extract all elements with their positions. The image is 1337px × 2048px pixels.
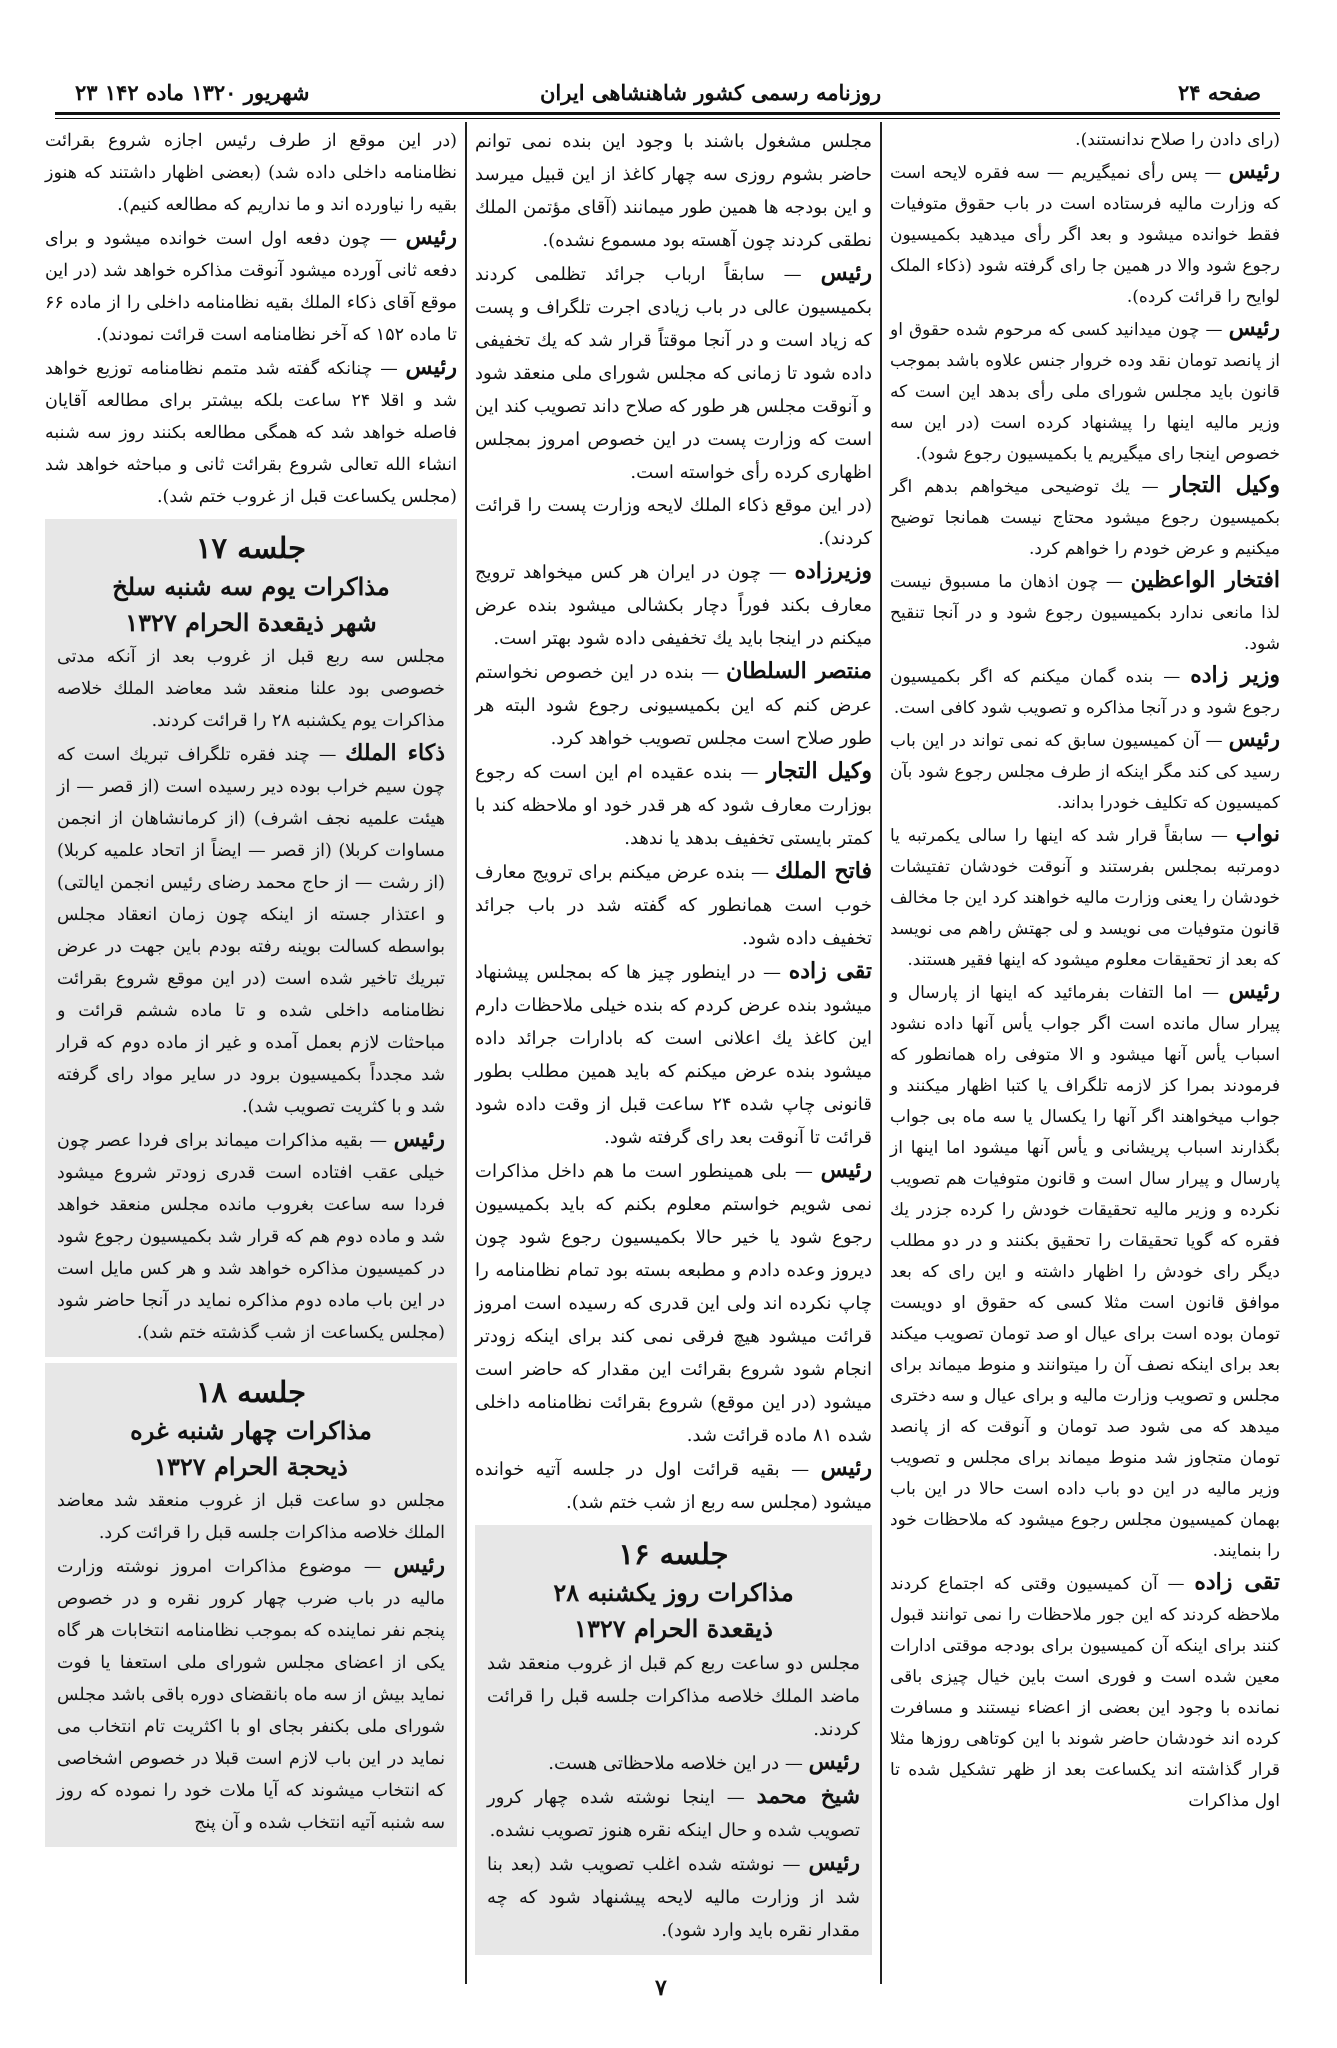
paragraph: رئیس — در این خلاصه ملاحظاتی هست. (548, 1749, 860, 1775)
paragraph: رئیس — اما التفات بفرمائید که اینها از پارسال و پیرار سال مانده است اگر جواب یأس آنها داده نشود اسباب یأس آنها میشود و الا متوفی راه همانطور که فرمودند بمرا کز لازمه تلگراف یا کتبا اظهار میکنند و جواب میخواهند اگر آنها را یکسال یا سه ماه بی جواب بگذارند اسباب پریشانی و یأس آنها میشود اما اینها از پارسال و پیرار سال است و قانون متوفیات هم تصویب نکرده و وزیر مالیه تحقیقات خودش را کرده جزدر یك فقره که گویا تحقیقات را تحقیق بکنند و در دو مطلب دیگر رای خودش را اظهار داشته و این رای که بعد موافق قانون است مثلا کسی که حقوق او دویست تومان بوده است برای عیال او صد تومان تصویب میکند بعد برای اینکه نصف آن را میتوانند و منوط میماند برای مجلس و تصویب وزارت مالیه و برای عیال و سه دختری میدهد که می شود صد تومان و آنوقت که از پانصد تومان متجاوز شد منوط میماند برای مجلس و تصویب وزیر مالیه در این دو باب داده است حالا در این باب بهمان کمیسیون مجلس رجوع میشود که ملاحظات خود را بنمایند. (890, 978, 1281, 1561)
session-subtitle: مذاکرات چهار شنبه غره (130, 1416, 372, 1445)
paragraph: رئیس — سابقاً ارباب جرائد تظلمی کردند بکمیسیون عالی در باب زیادی اجرت تلگراف و پست که زیاد است و در آنجا موقتاً قرار شد که یك تخفیفی داده شود تا زمانی که مجلس شورای ملی منعقد شود و آنوقت مجلس هر طور که صلاح داند تصویب کند این است که وزارت پست در این خصوص امروز بمجلس اظهاری کرده رأی خواسته است. (475, 260, 872, 483)
speaker-name: رئیس (820, 1455, 872, 1481)
session-date: شهر ذیقعدة الحرام ۱۳۲۷ (125, 608, 377, 637)
newspaper-title: روزنامه رسمی کشور شاهنشاهی ایران (540, 80, 882, 105)
right-column (890, 125, 1280, 1817)
paragraph: رئیس — بلی همینطور است ما هم داخل مذاکرات نمی شویم خواستم معلوم بکنم که باید بکمیسیون رجوع شود یا خیر حالا بکمیسیون رجوع شود چون دیروز وعده دادم و مطبعه بسته بود تمام نظامنامه را چاپ نکرده اند ولی این قدری که رسیده است امروز قرائت میشود هیچ فرقی نمی کند برای اینکه زودتر انجام شود شروع بقرائت این مقدار که حاضر است میشود (در این موقع) شروع بقرائت نظامنامه داخلی شده ۸۱ ماده قرائت شد. (475, 1157, 872, 1446)
paragraph: رئیس — بقیه مذاکرات میماند برای فردا عصر چون خیلی عقب افتاده است قدری زودتر شروع میشود فردا سه ساعت بغروب مانده مجلس منعقد خواهد شد و ماده دوم هم که قرار شد بکمیسیون رجوع شود در کمیسیون مذاکره خواهد شد و هر کس مایل است در این باب ماده دوم مذاکره نماید در آنجا حاضر شود (مجلس یکساعت از شب گذشته ختم شد). (57, 1126, 445, 1343)
session-subtitle: مذاکرات یوم سه شنبه سلخ (112, 572, 390, 601)
speaker-name: فاتح الملك (775, 858, 872, 884)
paragraph: تقی زاده — آن کمیسیون وقتی که اجتماع کردند ملاحظه کردند که این جور ملاحظات را نمی توانند قبول کنند برای اینکه آن کمیسیون برای بودجه موقتی ادارات معین شده است و فوری است باین خیال چیزی باقی نمانده با وجود این بعضی از اعضاء نیستند و مسافرت کرده اند خودشان حاضر شوند با این کوتاهی روزها مثلا قرار گذاشته اند یکساعت بعد از ظهر تشکیل شده تا اول مذاکرات (890, 1569, 1280, 1811)
speaker-name: تقی زاده (788, 958, 872, 984)
paragraph: منتصر السلطان — بنده در این خصوص نخواستم عرض کنم که این بکمیسیونی رجوع شود البته هر طور صلاح است مجلس تصویب خواهد کرد. (475, 658, 872, 749)
paragraph: مجلس دو ساعت ربع کم قبل از غروب منعقد شد ماضد الملك خلاصه مذاکرات جلسه قبل را قرائت کردند. (487, 1653, 860, 1740)
speaker-name: افتخار الواعظین (1130, 567, 1280, 593)
speaker-name: منتصر السلطان (726, 658, 872, 684)
paragraph: رئیس — پس رأی نمیگیریم — سه فقره لایحه است که وزارت مالیه فرستاده است در باب حقوق متوفیات فقط خوانده میشود و بعد اگر رأی میدهید بکمیسیون رجوع شود والا در همین جا رای گرفته شود (ذکاء الملک لوایح را قرائت کرده). (890, 158, 1281, 307)
paragraph: مجلس سه ربع قبل از غروب بعد از آنکه مدتی خصوصی بود علنا منعقد شد معاضد الملك خلاصه مذاکرات یوم یکشنبه ۲۸ را قرائت کردند. (57, 647, 445, 731)
speaker-name: وزیر زاده (1190, 662, 1281, 688)
paragraph: وکیل التجار — یك توضیحی میخواهم بدهم اگر بکمیسیون رجوع میشود محتاج نیست همانجا توضیح میکنیم و عرض خودم را خواهم کرد. (890, 472, 1280, 559)
paragraph: شیخ محمد — اینجا نوشته شده چهار کرور تصویب شده و حال اینکه نقره هنوز تصویب نشده. (487, 1783, 860, 1841)
issue-date: ۲۳ شهریور ۱۳۲۰ ماده ۱۴۲ (75, 80, 310, 105)
column-divider-left (465, 122, 467, 1984)
page-header (0, 0, 1337, 120)
paragraph: رئیس — بقیه قرائت اول در جلسه آتیه خوانده میشود (مجلس سه ربع از شب ختم شد). (475, 1455, 872, 1513)
speaker-name: رئیس (820, 260, 872, 286)
session-title: جلسه ۱۶ (618, 1537, 729, 1571)
speaker-name: وکیل التجار (1170, 472, 1280, 498)
speaker-name: رئیس (405, 224, 457, 250)
session-17-box (45, 519, 457, 1357)
session-date: ذیحجة الحرام ۱۳۲۷ (154, 1452, 348, 1481)
paragraph: رئیس — آن کمیسیون سابق که نمی تواند در این باب رسید کی کند مگر اینکه از طرف مجلس رجوع شود بآن کمیسیون که تکلیف خودرا بداند. (890, 726, 1280, 813)
paragraph: فاتح الملك — بنده عرض میکنم برای ترویج معارف خوب است همانطور که گفته شد در باب جرائد تخفیف داده شود. (475, 858, 872, 949)
session-title: جلسه ۱۷ (195, 531, 307, 565)
speaker-name: رئیس (808, 1850, 860, 1876)
page-label: صفحه ۲۴ (1178, 80, 1262, 105)
speaker-name: رئیس (820, 1157, 872, 1183)
paragraph: وزیرزاده — چون در ایران هر کس میخواهد ترویج معارف بکند فوراً دچار بکشالی میشود بنده عرض میکنم در اینجا باید یك تخفیفی داده شود بهتر است. (475, 558, 873, 649)
session-16-box (475, 1525, 872, 1955)
middle-column (475, 125, 872, 1961)
header-rule-thin (55, 118, 1280, 119)
paragraph: (در این موقع ذکاء الملك لایحه وزارت پست را قرائت کردند). (475, 495, 872, 549)
session-subtitle: مذاکرات روز یکشنبه ۲۸ (553, 1578, 794, 1607)
header-rule (55, 112, 1280, 115)
speaker-name: وزیرزاده (794, 558, 873, 584)
speaker-name: ذکاء الملك (345, 740, 445, 766)
paragraph: تقی زاده — در اینطور چیز ها که بمجلس پیشنهاد میشود بنده عرض کردم که بنده خیلی ملاحظات دارم این کاغذ یك اعلانی است که بادارات جرائد داده میشود بنده عرض میکنم که باید همین مطلب بطور قانونی چاپ شده ۲۴ ساعت قبل از وقت داده شود قرائت تا آنوقت بعد رای گرفته شود. (475, 958, 872, 1148)
speaker-name: شیخ محمد (756, 1783, 860, 1809)
speaker-name: رئیس (405, 354, 457, 380)
paragraph: رئیس — چنانکه گفته شد متمم نظامنامه توزیع خواهد شد و اقلا ۲۴ ساعت بلکه بیشتر برای مطالعه آقایان فاصله خواهد شد که همگی مطالعه بکنند روز سه شنبه انشاء الله تعالی شروع بقرائت ثانی و مباحثه خواهد شد (مجلس یکساعت قبل از غروب ختم شد). (45, 354, 457, 507)
paragraph: ذکاء الملك — چند فقره تلگراف تبریك است که چون سیم خراب بوده دیر رسیده است (از قصر — از هیئت علمیه نجف اشرف) (از کرمانشاهان از انجمن مساوات کربلا) (از قصر — ایضاً از اتحاد علمیه کربلا) (از رشت — از حاج محمد رضای رئیس انجمن ایالتی) و اعتذار جسته از اینکه چون زمان انعقاد مجلس بواسطه کسالت بوینه رفته بودم باین جهت در عرض تبریك تاخیر شده است (در این موقع شروع بقرائت نظامنامه داخلی شده و تا ماده ششم قرائت و مباحثات لازم بعمل آمده و غیر از ماده دوم که قرار شد مجدداً بکمیسیون برود در سایر مواد رای گرفته شد و با کثریت تصویب شد). (57, 740, 445, 1117)
paragraph: (در این موقع از طرف رئیس اجازه شروع بقرائت نظامنامه داخلی داده شد) (بعضی اظهار داشتند که هنوز بقیه را نیاورده اند و ما نداریم که مطالعه کنیم). (45, 131, 457, 215)
speaker-name: رئیس (1228, 726, 1280, 752)
paragraph: رئیس — چون دفعه اول است خوانده میشود و برای دفعه ثانی آورده میشود آنوقت مذاکره خواهد شد (در این موقع آقای ذکاء الملك بقیه نظامنامه داخلی را از ماده ۶۶ تا ماده ۱۵۲ که آخر نظامنامه است قرائت نمودند). (45, 224, 457, 345)
column-divider-right (880, 122, 882, 1984)
paragraph: (رای دادن را صلاح ندانستند). (1075, 130, 1280, 150)
paragraph: رئیس — موضوع مذاکرات امروز نوشته وزارت مالیه در باب ضرب چهار کرور نقره و در خصوص پنجم نفر نماینده که بموجب نظامنامه انتخابات هر گاه یکی از اعضای مجلس شورای ملی استعفا یا فوت نماید بیش از سه ماه بانقضای دوره باقی باشد مجلس شورای ملی بکنفر بجای او با اکثریت تام انتخاب می نماید در این باب لازم است قبلا در خصوص اشخاصی که انتخاب میشوند که آیا ملات خود را نموده که روز سه شنبه آتیه انتخاب شده و آن پنج (57, 1552, 445, 1833)
left-column (45, 125, 457, 1853)
paragraph: رئیس — نوشته شده اغلب تصویب شد (بعد بنا شد از وزارت مالیه لایحه پیشنهاد شود که چه مقدار نقره باید وارد شود). (487, 1850, 860, 1941)
speaker-name: رئیس (393, 1552, 445, 1578)
paragraph: افتخار الواعظین — چون اذهان ما مسبوق نیست لذا مانعی ندارد بکمیسیون رجوع شود و در آنجا تنقیح شود. (890, 567, 1280, 654)
speaker-name: تقی زاده (1194, 1569, 1280, 1595)
session-title: جلسه ۱۸ (195, 1375, 307, 1409)
speaker-name: رئیس (808, 1749, 860, 1775)
speaker-name: رئیس (1228, 315, 1280, 341)
paragraph: نواب — سابقاً قرار شد که اینها را سالی یکمرتبه یا دومرتبه بمجلس بفرستند و آنوقت خودشان تفتیشات خودشان را یعنی وزارت مالیه خواهند کرد این جا مخالف قانون متوفیات می نویسد و لی جهتش راهم می نویسد که بعد از تحقیقات معلوم میشود که اینها فقیر هستند. (890, 821, 1280, 970)
paragraph: وزیر زاده — بنده گمان میکنم که اگر بکمیسیون رجوع شود و در آنجا مذاکره و تصویب شود کافی است. (890, 662, 1281, 718)
paragraph: وکیل التجار — بنده عقیده ام این است که رجوع بوزارت معارف شود که هر قدر خود او ملاحظه کند با کمتر بایستی تخفیف بدهد یا ندهد. (475, 758, 872, 849)
speaker-name: نواب (1235, 821, 1280, 847)
speaker-name: رئیس (1228, 158, 1281, 184)
session-18-box (45, 1363, 457, 1847)
speaker-name: رئیس (393, 1126, 445, 1152)
paragraph: رئیس — چون میدانید کسی که مرحوم شده حقوق او از پانصد تومان نقد وده خروار جنس علاوه باشد بموجب قانون باید مجلس شورای ملی رأی بدهد این است که وزیر مالیه اینها را پیشنهاد کرده است (در این سه خصوص اینجا رای میگیریم یا بکمیسیون رجوع شود). (890, 315, 1280, 464)
speaker-name: رئیس (1228, 978, 1281, 1004)
session-date: ذیقعدة الحرام ۱۳۲۷ (574, 1614, 773, 1643)
paragraph: مجلس دو ساعت قبل از غروب منعقد شد معاضد الملك خلاصه مذاکرات جلسه قبل را قرائت کرد. (57, 1491, 445, 1543)
page-number: ۷ (655, 1975, 667, 2001)
speaker-name: وکیل التجار (766, 758, 872, 784)
paragraph: مجلس مشغول باشند با وجود این بنده نمی توانم حاضر بشوم روزی سه چهار کاغذ از این قبیل میرسد و این بودجه ها همین طور میمانند (آقای مؤتمن الملك نطقی کردند چون آهسته بود مسموع نشده). (475, 131, 872, 251)
